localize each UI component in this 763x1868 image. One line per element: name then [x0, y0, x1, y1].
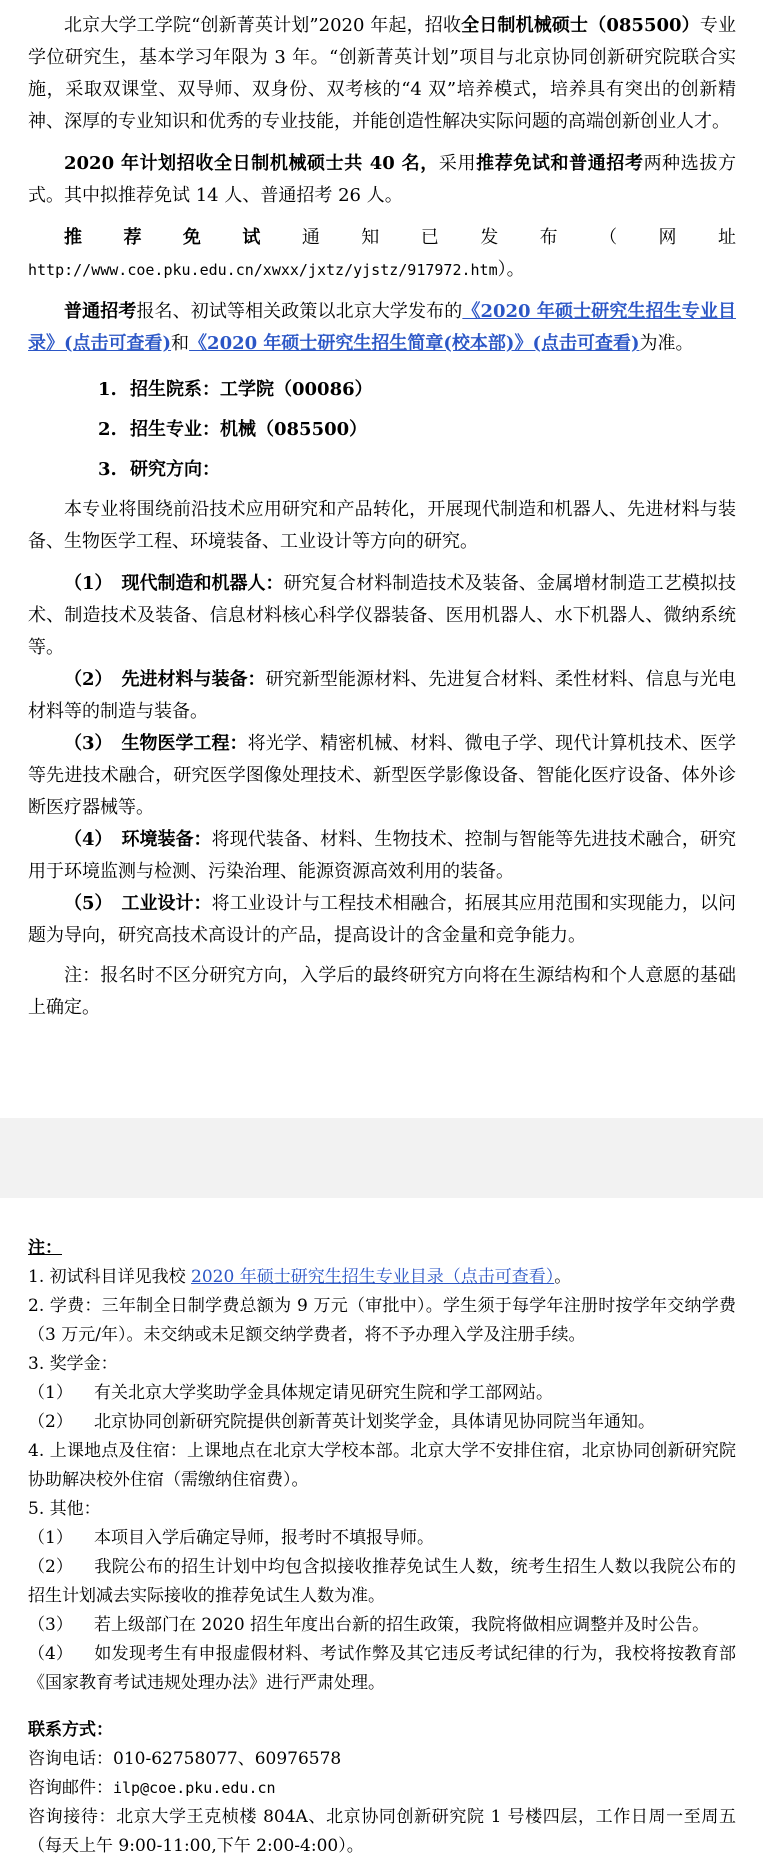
- note-text: 如发现考生有申报虚假材料、考试作弊及其它违反考试纪律的行为，我校将按教育部《国家教育考试违规处理办法》进行严肃处理。: [28, 1644, 736, 1693]
- sub-number: （3）: [28, 1615, 73, 1635]
- plan-text: 采用: [438, 153, 477, 174]
- major-text: 招生专业：机械（085500）: [130, 419, 368, 440]
- email-value[interactable]: ilp@coe.pku.edu.cn: [113, 1779, 276, 1797]
- program-name: 全日制机械硕士（085500）: [461, 15, 700, 36]
- note-text: 1. 初试科目详见我校: [28, 1267, 192, 1287]
- note-text: 。: [554, 1267, 572, 1287]
- intro-paragraph: [28, 10, 736, 138]
- direction-text: 研究复合材料制造技术及装备、金属增材制造工艺模拟技术、制造技术及装备、信息材料核心科学仪器装备、医用机器人、水下机器人、微纳系统等。: [28, 573, 736, 658]
- direction-title: （4） 环境装备：: [64, 829, 212, 850]
- notes-section: [0, 1198, 763, 1868]
- info-item: [28, 412, 736, 448]
- intro-text: 专业学位研究生，基本学习年限为 3 年。“创新菁英计划”项目与北京协同创新研究院联合实施，采取双课堂、双导师、双身份、双考核的“4 双”培养模式，培养具有突出的创新精神、深厚的专业知识和优秀的专业技能，并能创造性解决实际问题的高端创新创业人才。: [28, 15, 737, 132]
- note-3: 3. 奖学金：: [28, 1354, 118, 1374]
- direction-title: （3） 生物医学工程：: [64, 733, 248, 754]
- sub-number: （4）: [28, 1644, 73, 1664]
- selection-methods: 推荐免试和普通招考: [476, 153, 644, 174]
- notice-url: http://www.coe.pku.edu.cn/xwxx/jxtz/yjstz/917972.htm: [28, 261, 498, 279]
- note-text: 我院公布的招生计划中均包含拟接收推荐免试生人数，统考生招生人数以我院公布的招生计划减去实际接收的推荐免试生人数为准。: [28, 1557, 736, 1606]
- contact-email: [28, 1774, 736, 1803]
- direction-item: [28, 664, 736, 728]
- note-5-4: [28, 1640, 736, 1698]
- directions-intro: 本专业将围绕前沿技术应用研究和产品转化，开展现代制造和机器人、先进材料与装备、生物医学工程、环境装备、工业设计等方向的研究。: [28, 499, 736, 552]
- direction-title: （2） 先进材料与装备：: [64, 669, 266, 690]
- phone-label: 咨询电话：: [28, 1749, 113, 1769]
- note-4: 4. 上课地点及住宿：上课地点在北京大学校本部。北京大学不安排住宿，北京协同创新研究院协助解决校外住宿（需缴纳住宿费）。: [28, 1441, 736, 1490]
- page-separator: [0, 1118, 763, 1198]
- note-text: 北京协同创新研究院提供创新菁英计划奖学金，具体请见协同院当年通知。: [94, 1412, 655, 1432]
- item-number: 3.: [98, 459, 117, 480]
- note-text: 若上级部门在 2020 招生年度出台新的招生政策，我院将做相应调整并及时公告。: [94, 1615, 710, 1635]
- recommend-text: ）。: [497, 259, 525, 280]
- exam-label: 普通招考: [64, 301, 137, 322]
- directions-block: [28, 494, 736, 1024]
- sub-number: （1）: [28, 1528, 73, 1548]
- info-item: [28, 372, 736, 408]
- directions-heading: 研究方向：: [130, 459, 220, 480]
- catalog-link[interactable]: 2020 年硕士研究生招生专业目录（点击可查看）: [191, 1267, 555, 1287]
- exam-paragraph: [28, 296, 736, 360]
- note-5-3: [28, 1611, 736, 1640]
- direction-item: [28, 824, 736, 888]
- email-label: 咨询邮件：: [28, 1778, 113, 1798]
- direction-title: （1） 现代制造和机器人：: [64, 573, 284, 594]
- direction-title: （5） 工业设计：: [64, 893, 212, 914]
- contact-reception: 咨询接待：北京大学王克桢楼 804A、北京协同创新研究院 1 号楼四层，工作日周一至周五（每天上午 9:00-11:00,下午 2:00-4:00）。: [28, 1807, 736, 1856]
- note-3-1: [28, 1379, 736, 1408]
- recommend-label: 推荐免试: [64, 227, 302, 248]
- direction-item: [28, 888, 736, 952]
- sub-number: （2）: [28, 1412, 73, 1432]
- note-5: 5. 其他：: [28, 1499, 101, 1519]
- exam-text: 报名、初试等相关政策以北京大学发布的: [136, 301, 463, 322]
- info-list: [28, 372, 736, 488]
- plan-text: 两种选拔方式。其中拟推荐免试 14 人、普通招考 26 人。: [28, 153, 737, 206]
- note-text: 有关北京大学奖助学金具体规定请见研究生院和学工部网站。: [94, 1383, 553, 1403]
- exam-text: 和: [171, 333, 190, 354]
- intro-text: 北京大学工学院“创新菁英计划”2020 年起，招收: [64, 15, 462, 36]
- recommend-paragraph: [28, 222, 736, 286]
- note-2: 2. 学费：三年制全日制学费总额为 9 万元（审批中）。学生须于每学年注册时按学年交纳学费（3 万元/年）。未交纳或未足额交纳学费者，将不予办理入学及注册手续。: [28, 1296, 736, 1345]
- note-1: [28, 1263, 736, 1292]
- direction-text: 研究新型能源材料、先进复合材料、柔性材料、信息与光电材料等的制造与装备。: [28, 669, 736, 722]
- exam-text: 为准。: [639, 333, 694, 354]
- direction-item: [28, 728, 736, 824]
- intro-block: [28, 10, 736, 360]
- plan-paragraph: [28, 148, 736, 212]
- item-number: 2.: [98, 419, 117, 440]
- note-5-2: [28, 1553, 736, 1611]
- info-item: [28, 452, 736, 488]
- sub-number: （2）: [28, 1557, 73, 1577]
- contact-phone: [28, 1745, 736, 1774]
- note-3-2: [28, 1408, 736, 1437]
- notes-block: [28, 1234, 736, 1861]
- brochure-link[interactable]: 《2020 年硕士研究生招生简章(校本部)》(点击可查看): [189, 333, 640, 354]
- catalog-link[interactable]: 《2020 年硕士研究生招生专业目录》(点击可查看): [28, 301, 737, 354]
- directions-remark: 注：报名时不区分研究方向，入学后的最终研究方向将在生源结构和个人意愿的基础上确定。: [28, 965, 736, 1018]
- sub-number: （1）: [28, 1383, 73, 1403]
- note-5-1: [28, 1524, 736, 1553]
- recommend-text: 通知已发布（网址: [301, 227, 737, 248]
- notes-heading: 注：: [28, 1238, 62, 1258]
- contact-heading: 联系方式：: [28, 1720, 113, 1740]
- direction-item: [28, 568, 736, 664]
- department-text: 招生院系：工学院（00086）: [130, 379, 373, 400]
- direction-text: 将光学、精密机械、材料、微电子学、现代计算机技术、医学等先进技术融合，研究医学图像处理技术、新型医学影像设备、智能化医疗设备、体外诊断医疗器械等。: [28, 733, 736, 818]
- plan-count: 2020 年计划招收全日制机械硕士共 40 名，: [64, 153, 439, 174]
- phone-value: 010-62758077、60976578: [113, 1749, 342, 1769]
- direction-text: 将现代装备、材料、生物技术、控制与智能等先进技术融合，研究用于环境监测与检测、污染治理、能源资源高效利用的装备。: [28, 829, 736, 882]
- item-number: 1.: [98, 379, 117, 400]
- direction-text: 将工业设计与工程技术相融合，拓展其应用范围和实现能力，以问题为导向，研究高技术高设计的产品，提高设计的含金量和竞争能力。: [28, 893, 736, 946]
- note-text: 本项目入学后确定导师，报考时不填报导师。: [94, 1528, 434, 1548]
